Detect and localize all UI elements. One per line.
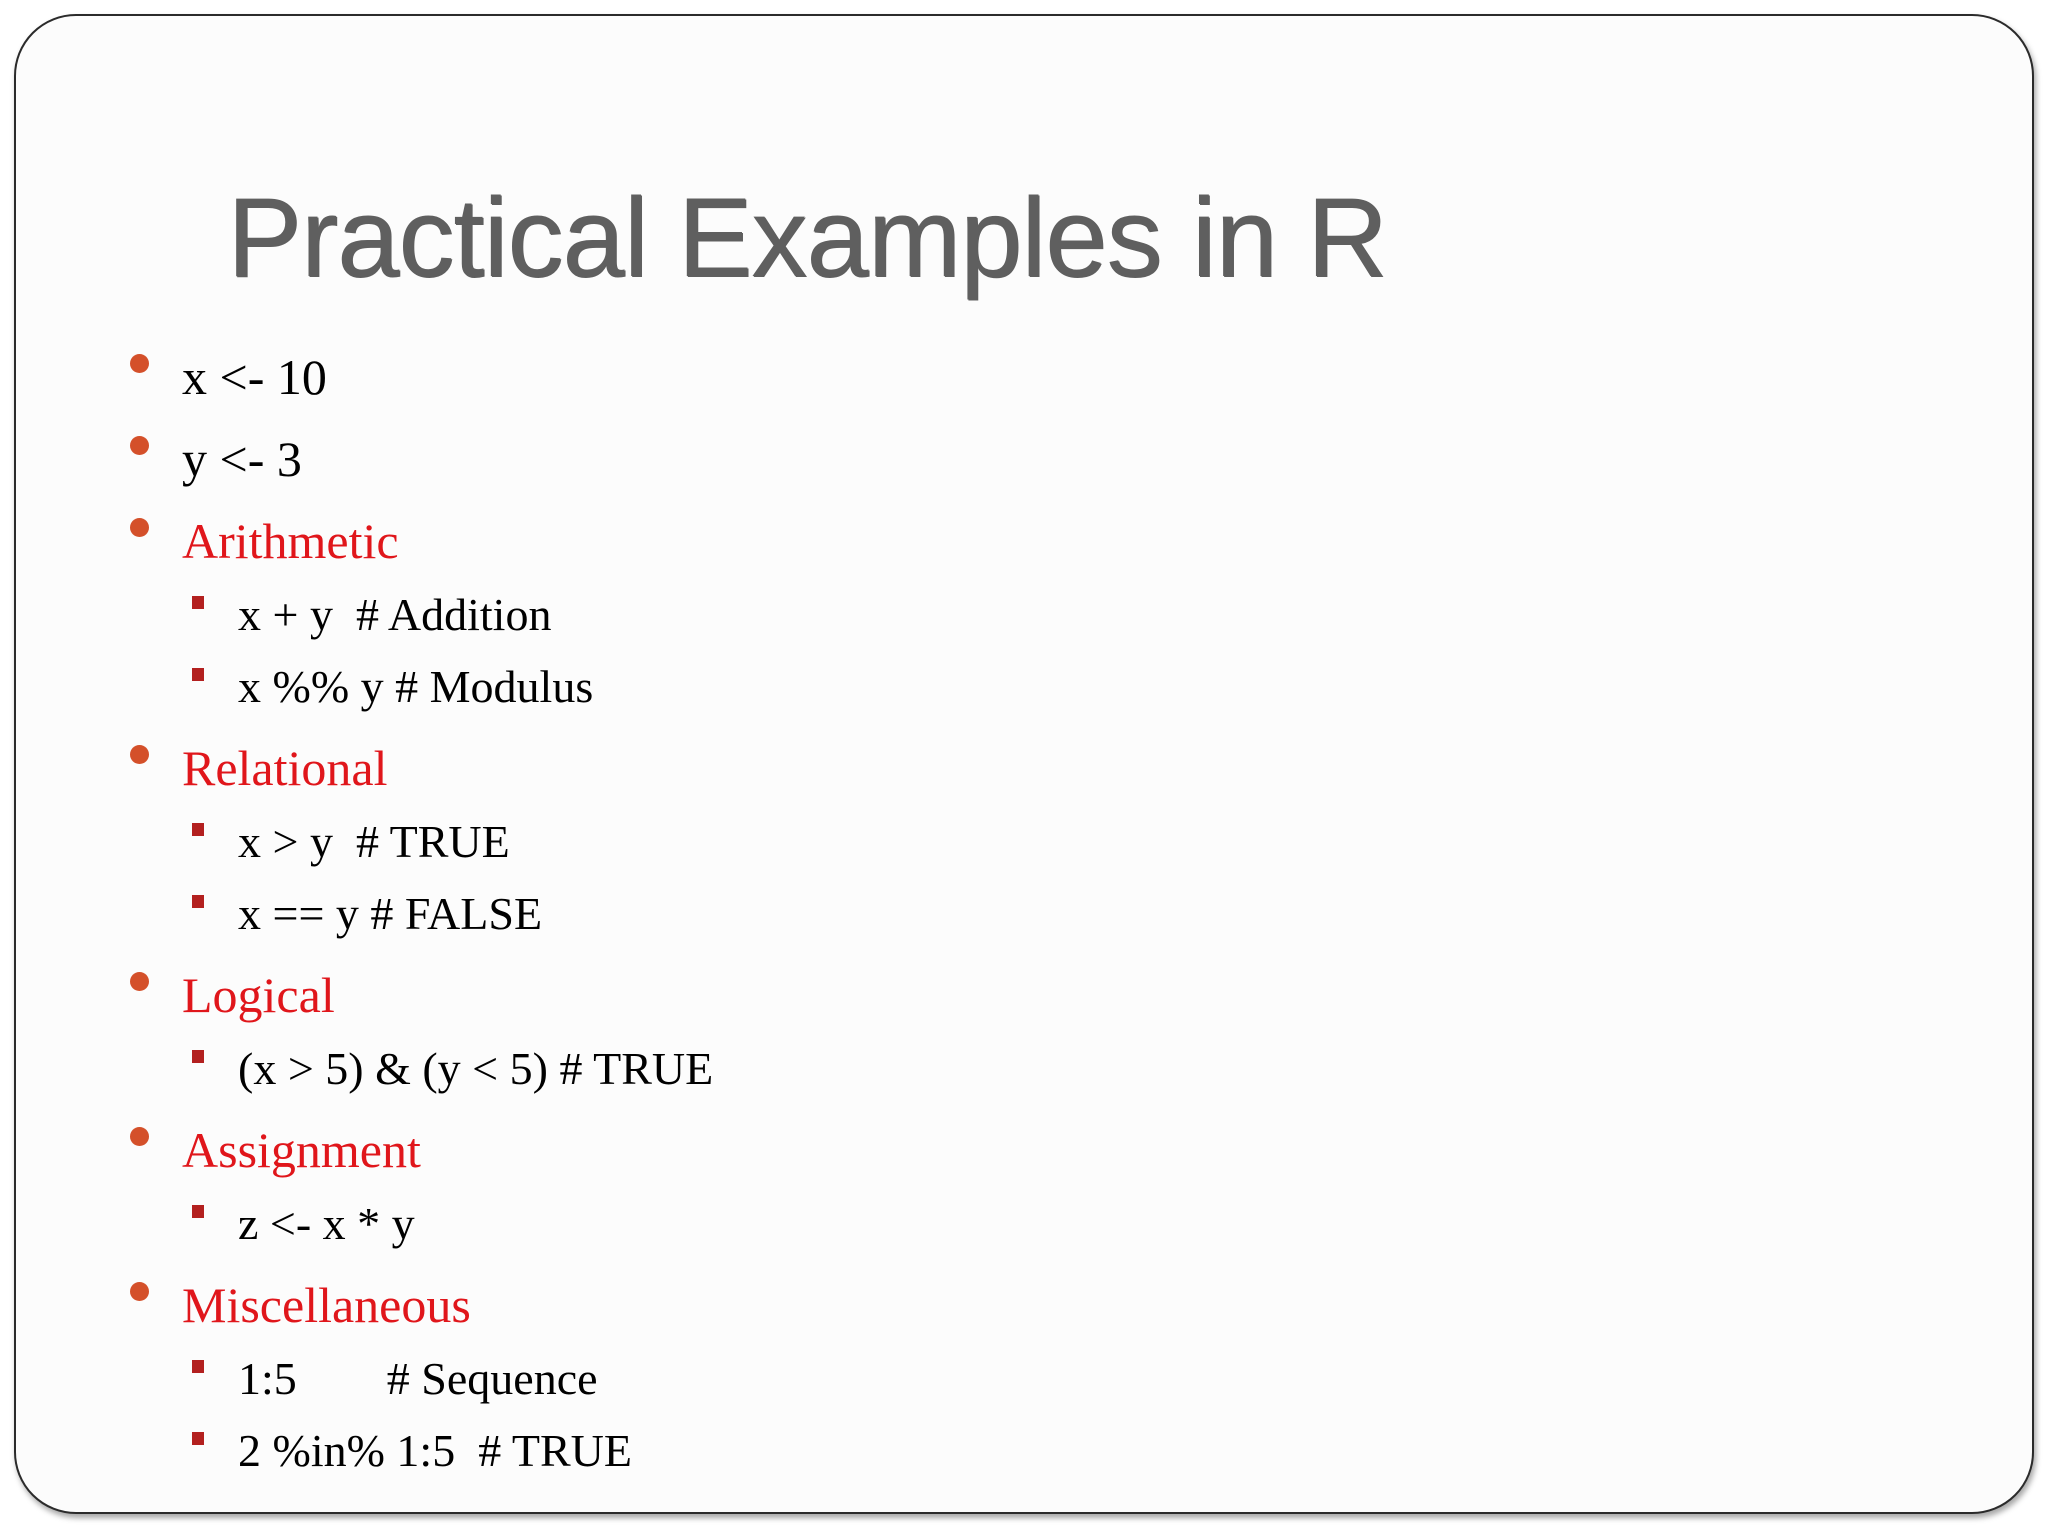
bullet-dot-icon [130,745,149,764]
bullet-square-icon [192,668,204,681]
slide-title: Practical Examples in R [227,175,1387,300]
item-text: Assignment [182,1122,421,1178]
bullet-square-icon [192,823,204,836]
bullet-square-icon [192,895,204,908]
item-text: Miscellaneous [182,1277,471,1333]
section-heading-arithmetic [182,513,399,569]
list-item [238,661,594,712]
item-text: z <- x * y [238,1198,415,1249]
item-text: x <- 10 [182,349,327,405]
slide [14,14,2034,1514]
list-item [238,589,552,640]
item-text: x %% y # Modulus [238,661,594,712]
bullet-square-icon [192,1360,204,1373]
section-heading-relational [182,740,388,796]
list-item [238,1198,415,1249]
bullet-dot-icon [130,518,149,537]
item-text: x > y # TRUE [238,816,510,867]
item-text: Relational [182,740,388,796]
list-item [238,1353,598,1404]
list-item [182,431,302,487]
bullet-square-icon [192,1205,204,1218]
bullet-square-icon [192,1050,204,1063]
list-item [238,888,543,939]
item-text: (x > 5) & (y < 5) # TRUE [238,1043,714,1094]
section-heading-assignment [182,1122,421,1178]
item-text: x == y # FALSE [238,888,543,939]
bullet-square-icon [192,1432,204,1445]
section-heading-miscellaneous [182,1277,471,1333]
bullet-square-icon [192,596,204,609]
bullet-dot-icon [130,1282,149,1301]
item-text: Arithmetic [182,513,399,569]
bullet-list [16,16,2032,1512]
list-item [238,1043,714,1094]
bullet-dot-icon [130,354,149,373]
item-text: Logical [182,967,335,1023]
list-item [182,349,327,405]
item-text: 2 %in% 1:5 # TRUE [238,1425,632,1476]
item-text: x + y # Addition [238,589,552,640]
bullet-dot-icon [130,972,149,991]
section-heading-logical [182,967,335,1023]
item-text-comment: # Sequence [386,1353,598,1404]
item-text: y <- 3 [182,431,302,487]
bullet-dot-icon [130,1127,149,1146]
list-item [238,816,510,867]
bullet-dot-icon [130,436,149,455]
item-text-code: 1:5 [238,1353,297,1404]
list-item [238,1425,632,1476]
